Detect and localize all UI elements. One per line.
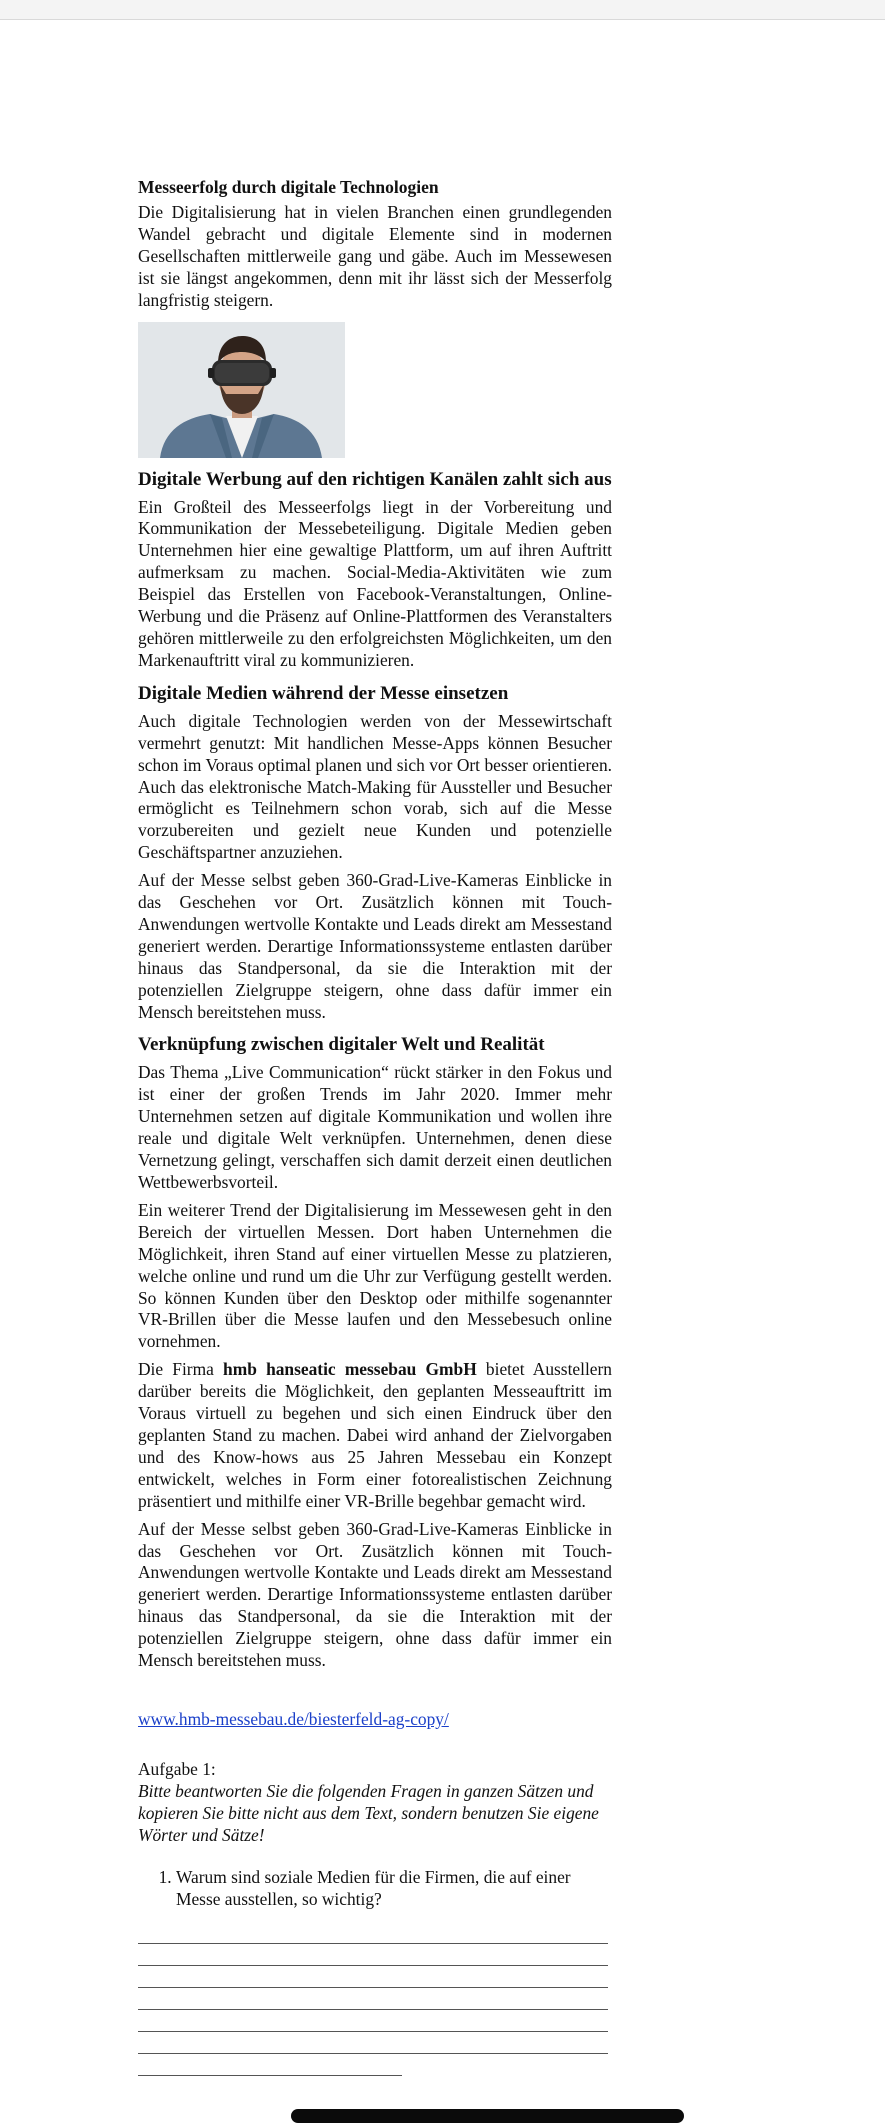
section-title-digitale-medien: Digitale Medien während der Messe einsetzen: [138, 682, 509, 704]
answer-line[interactable]: [138, 1944, 608, 1966]
paragraph-hmb-text-end: bietet Ausstellern darüber bereits die Möglichkeit, den geplanten Messeauftritt im Voraus virtuell zu begehen und sich einen Eindruck über den geplanten Stand zu machen. Dabei wird anhand der Zielvorgaben und des Know-hows aus 25 Jahren Messebau ein Konzept entwickelt, welches in Form einer fotorealistischen Zeichnung präsentiert und mithilfe einer VR-Brille begehbar gemacht wird.: [138, 1359, 612, 1511]
answer-line[interactable]: [138, 1966, 608, 1988]
vr-man-illustration: [138, 322, 345, 458]
paragraph-digitale-werbung: Ein Großteil des Messeerfolgs liegt in der Vorbereitung und Kommunikation der Messebeteiligung. Digitale Medien geben Unternehmen hier eine gewaltige Plattform, um auf ihren Auftritt aufmerksam zu machen. Social-Media-Aktivitäten wie zum Beispiel das Erstellen von Facebook-Veranstaltungen, Online-Werbung und die Präsenz auf Online-Plattformen des Veranstalters gehören mittlerweile zu den erfolgreichsten Möglichkeiten, um den Markenauftritt viral zu kommunizieren.: [138, 496, 612, 670]
task-instruction: Bitte beantworten Sie die folgenden Fragen in ganzen Sätzen und kopieren Sie bitte nicht aus dem Text, sondern benutzen Sie eigene Wörter und Sätze!: [138, 1780, 599, 1845]
browser-top-bar: [0, 0, 885, 20]
paragraph-virtuelle-messen: Ein weiterer Trend der Digitalisierung im Messewesen geht in den Bereich der virtuellen Messen. Dort haben Unternehmen die Möglichkeit, ihren Stand auf einer virtuellen Messe zu platzieren, welche online und rund um die Uhr zur Verfügung gestellt werden. So können Kunden über den Desktop oder mithilfe sogenannter VR-Brillen über die Messe laufen und den Messebesuch online vornehmen.: [138, 1199, 612, 1352]
answer-line[interactable]: [138, 1988, 608, 2010]
question-list: [138, 1866, 612, 1910]
paragraph-live-kameras: Auf der Messe selbst geben 360-Grad-Live-Kameras Einblicke in das Geschehen vor Ort. Zusätzlich können mit Touch-Anwendungen wertvolle Kontakte und Leads direkt am Messestand generiert werden. Derartige Informationssysteme entlasten darüber hinaus das Standpersonal, da sie die Interaktion mit der potenziellen Zielgruppe steigern, ohne dass dafür immer ein Mensch bereitstehen muss.: [138, 870, 612, 1022]
paragraph-live-kameras-repeat: Auf der Messe selbst geben 360-Grad-Live-Kameras Einblicke in das Geschehen vor Ort. Zusätzlich können mit Touch-Anwendungen wertvolle Kontakte und Leads direkt am Messestand generiert werden. Derartige Informationssysteme entlasten darüber hinaus das Standpersonal, da sie die Interaktion mit der potenziellen Zielgruppe steigern, ohne dass dafür immer ein Mensch bereitstehen muss.: [138, 1518, 612, 1671]
question-item: 1. Warum sind soziale Medien für die Firmen, die auf einer Messe ausstellen, so wichtig?: [176, 1866, 612, 1910]
vr-headset-photo: [138, 322, 345, 458]
source-link[interactable]: www.hmb-messebau.de/biesterfeld-ag-copy/: [138, 1708, 449, 1729]
home-indicator-bar[interactable]: [291, 2109, 684, 2123]
section-title-digitale-werbung: Digitale Werbung auf den richtigen Kanälen zahlt sich aus: [138, 468, 612, 490]
paragraph-hmb-text-start: Die Firma: [138, 1359, 224, 1380]
paragraph-intro: Die Digitalisierung hat in vielen Branchen einen grundlegenden Wandel gebracht und digitale Elemente sind in modernen Gesellschaften mittlerweile gang und gäbe. Auch im Messewesen ist sie längst angekommen, denn mit ihr lässt sich der Messerfolg langfristig steigern.: [138, 202, 612, 310]
task-label: Aufgabe 1:: [138, 1758, 216, 1779]
company-name: hmb hanseatic messebau GmbH: [223, 1359, 477, 1380]
answer-line[interactable]: [138, 1922, 608, 1944]
answer-line[interactable]: [138, 2010, 608, 2032]
source-link-line: [138, 1708, 612, 1730]
paragraph-live-communication: Das Thema „Live Communication“ rückt stärker in den Fokus und ist einer der großen Trends im Jahr 2020. Immer mehr Unternehmen setzen auf digitale Kommunikation und wollen ihre reale und digitale Welt verknüpfen. Unternehmen, denen diese Vernetzung gelingt, verschaffen sich damit derzeit einen deutlichen Wettbewerbsvorteil.: [138, 1062, 612, 1192]
document-page: [138, 168, 612, 2076]
section-title-messeerfolg: Messeerfolg durch digitale Technologien: [138, 177, 439, 197]
section-title-verknuepfung: Verknüpfung zwischen digitaler Welt und Realität: [138, 1034, 545, 1056]
answer-lines: [138, 1922, 612, 2076]
paragraph-messe-apps: Auch digitale Technologien werden von der Messewirtschaft vermehrt genutzt: Mit handlichen Messe-Apps können Besucher schon im Voraus optimal planen und sich vor Ort besser orientieren. Auch das elektronische Match-Making für Aussteller und Besucher ermöglicht es Teilnehmern schon vorab, sich auf die Messe vorzubereiten und gezielt neue Kunden und potenzielle Geschäftspartner anzuziehen.: [138, 710, 612, 863]
answer-line[interactable]: [138, 2032, 608, 2054]
paragraph-hmb-firma: [138, 1359, 612, 1512]
answer-line[interactable]: [138, 2054, 402, 2076]
